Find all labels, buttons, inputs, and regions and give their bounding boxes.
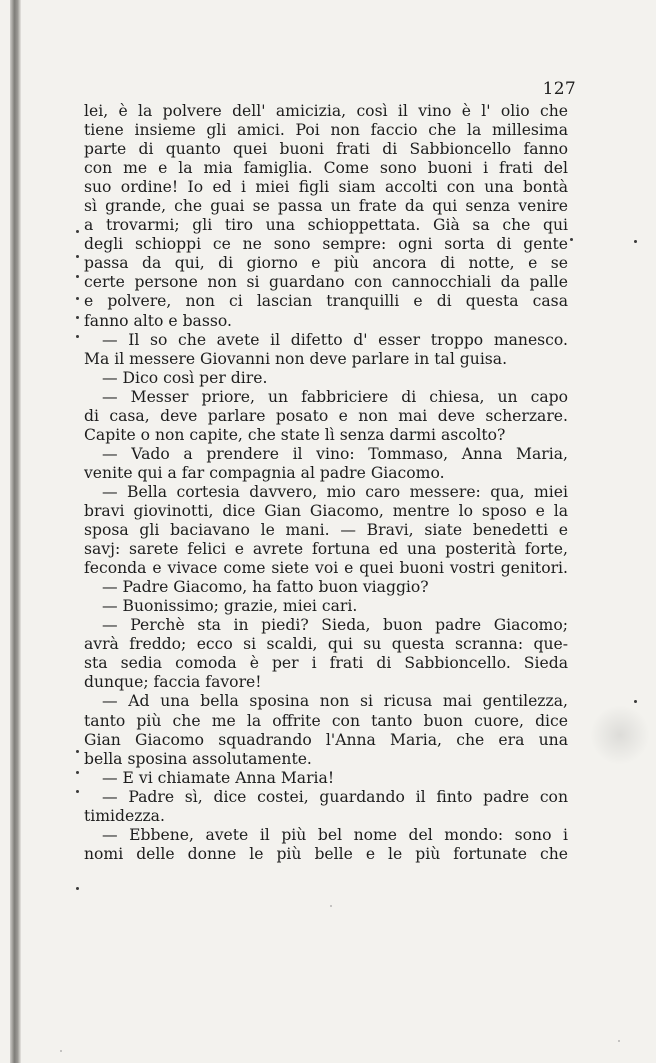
text-line: sì grande, che guai se passa un frate da qui senza venire (84, 197, 568, 216)
margin-dot (76, 887, 79, 890)
text-line: — Ebbene, avete il più bel nome del mondo: sono i (102, 825, 568, 844)
text-line: — Padre Giacomo, ha fatto buon viaggio? (102, 578, 429, 597)
paper-speck (60, 1050, 62, 1052)
text-line: e polvere, non ci lascian tranquilli e di questa casa (84, 292, 568, 311)
text-line: Gian Giacomo squadrando l'Anna Maria, che era una (84, 730, 568, 749)
margin-dot (76, 275, 79, 278)
text-line: Ma il messere Giovanni non deve parlare in tal guisa. (84, 349, 508, 368)
margin-dot (76, 771, 79, 774)
margin-dot (76, 230, 79, 233)
text-line: avrà freddo; ecco si scaldi, qui su questa scranna: que- (84, 635, 568, 654)
margin-dot (570, 238, 573, 241)
text-line: di casa, deve parlare posato e non mai deve scherzare. (84, 406, 568, 425)
book-binding-gutter (10, 0, 21, 1063)
paper-speck (330, 905, 332, 907)
text-line: timidezza. (84, 806, 165, 825)
text-line: parte di quanto quei buoni frati di Sabbioncello fanno (84, 140, 568, 159)
text-line: tanto più che me la offrite con tanto buon cuore, dice (84, 711, 568, 730)
text-line: tiene insieme gli amici. Poi non faccio che la millesima (84, 121, 568, 140)
margin-dot (76, 316, 79, 319)
text-line: a trovarmi; gli tiro una schioppettata. Già sa che qui (84, 216, 568, 235)
text-line: certe persone non si guardano con cannocchiali da palle (84, 273, 568, 292)
text-line: — Il so che avete il difetto d' esser troppo manesco. (102, 330, 568, 349)
text-line: savj: sarete felici e avrete fortuna ed una posterità forte, (84, 540, 568, 559)
margin-dot (634, 700, 637, 703)
text-line: — Dico così per dire. (102, 368, 268, 387)
text-line: feconda e vivace come siete voi e quei buoni vostri genitori. (84, 559, 568, 578)
margin-dot (76, 790, 79, 793)
text-line: fanno alto e basso. (84, 311, 232, 330)
paper-speck (618, 1040, 620, 1042)
text-line: sta sedia comoda è per i frati di Sabbioncello. Sieda (84, 654, 568, 673)
text-line: Capite o non capite, che state lì senza darmi ascolto? (84, 425, 506, 444)
margin-dot (634, 240, 637, 243)
text-line: nomi delle donne le più belle e le più fortunate che (84, 844, 568, 863)
text-line: — Ad una bella sposina non si ricusa mai gentilezza, (102, 692, 568, 711)
text-line: — E vi chiamate Anna Maria! (102, 768, 335, 787)
margin-dot (76, 750, 79, 753)
text-line: — Messer priore, un fabbriciere di chiesa, un capo (102, 387, 568, 406)
text-line: — Perchè sta in piedi? Sieda, buon padre Giacomo; (102, 616, 568, 635)
margin-dot (76, 297, 79, 300)
page-body-text (84, 102, 568, 864)
text-line: degli schioppi ce ne sono sempre: ogni sorta di gente (84, 235, 568, 254)
text-line: — Padre sì, dice costei, guardando il finto padre con (102, 787, 568, 806)
margin-dot (76, 255, 79, 258)
text-line: — Bella cortesia davvero, mio caro messere: qua, miei (102, 482, 568, 501)
text-line: sposa gli baciavano le mani. — Bravi, siate benedetti e (84, 521, 568, 540)
text-line: venite qui a far compagnia al padre Giacomo. (84, 463, 445, 482)
margin-dot (76, 335, 79, 338)
page-number: 127 (542, 79, 576, 99)
text-line: — Vado a prendere il vino: Tommaso, Anna Maria, (102, 444, 568, 463)
text-line: dunque; faccia favore! (84, 673, 262, 692)
text-line: suo ordine! Io ed i miei figli siam accolti con una bontà (84, 178, 568, 197)
text-line: bravi giovinotti, dice Gian Giacomo, mentre lo sposo e la (84, 501, 568, 520)
text-line: passa da qui, di giorno e più ancora di notte, e se (84, 254, 568, 273)
text-line: — Buonissimo; grazie, miei cari. (102, 597, 358, 616)
text-line: con me e la mia famiglia. Come sono buoni i frati del (84, 159, 568, 178)
paper-stain (590, 705, 650, 765)
text-line: lei, è la polvere dell' amicizia, così il vino è l' olio che (84, 102, 568, 120)
text-line: bella sposina assolutamente. (84, 749, 312, 768)
